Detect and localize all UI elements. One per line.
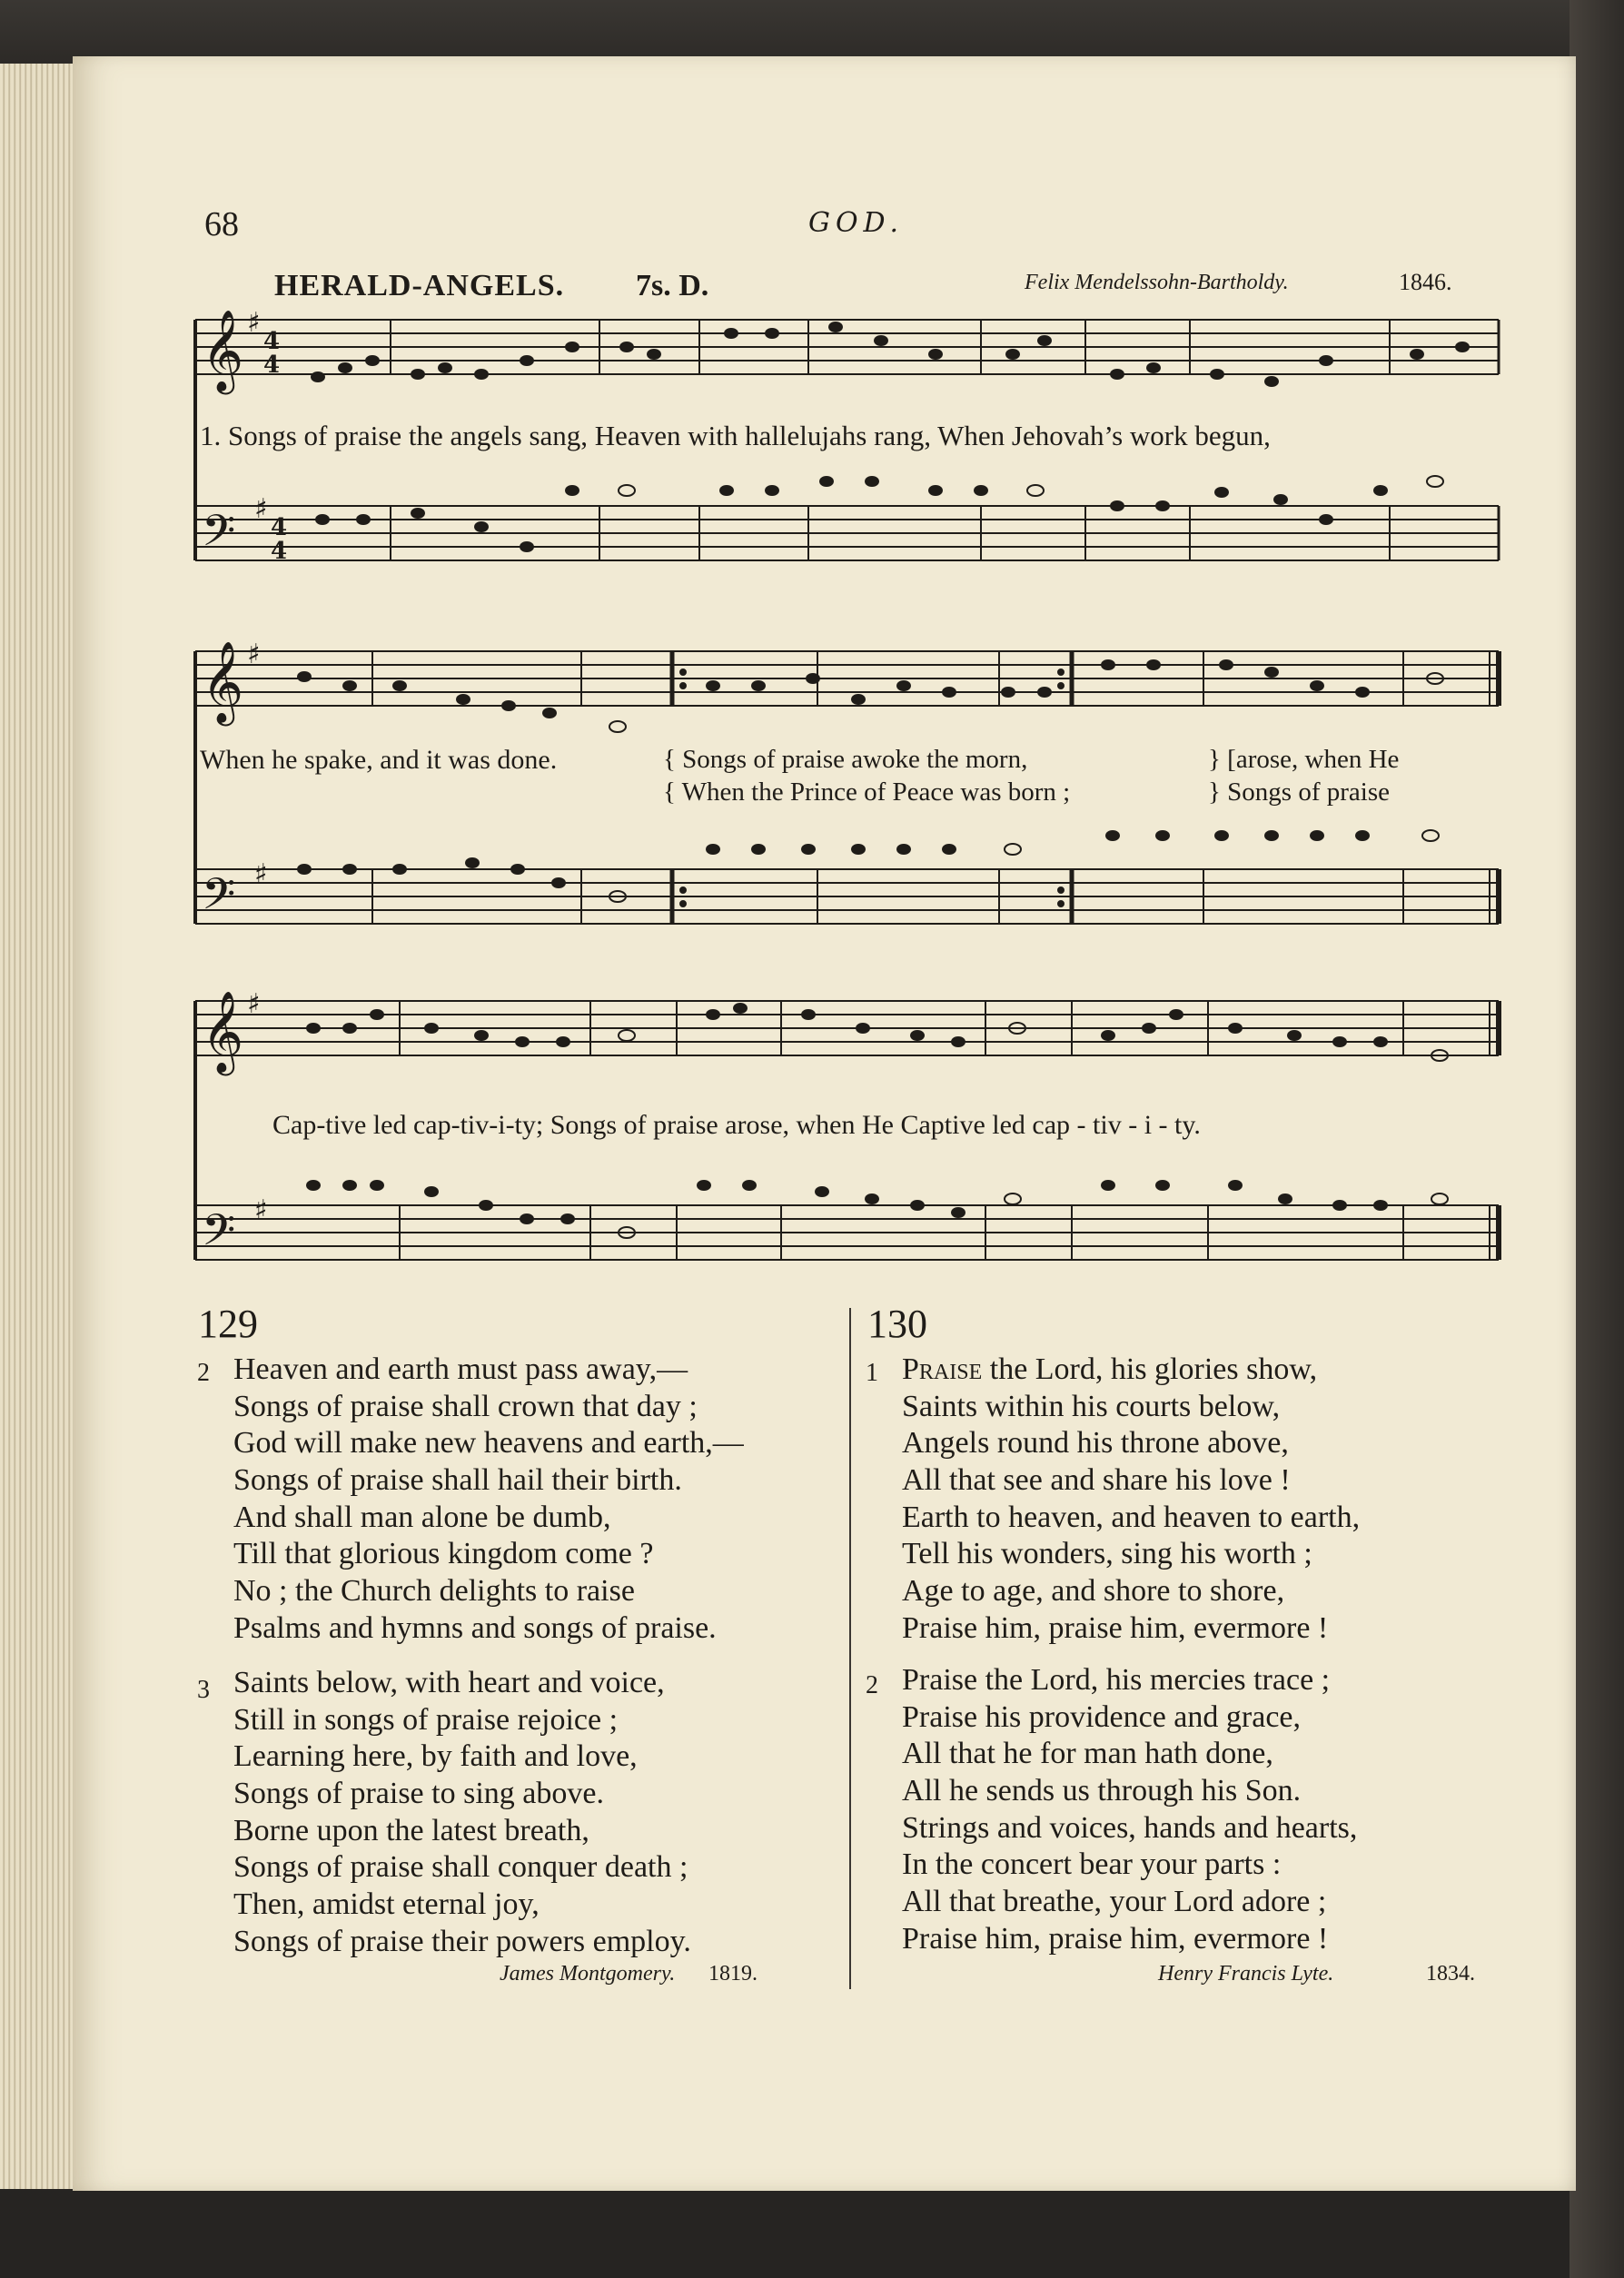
svg-text:4: 4: [263, 352, 281, 379]
verse-line: Songs of praise their powers employ.: [233, 1924, 691, 1958]
hymn-130-year: 1834.: [1426, 1962, 1475, 1986]
verse-line: And shall man alone be dumb,: [233, 1500, 611, 1534]
stanza-number: 1: [866, 1359, 878, 1387]
verse-line: Then, amidst eternal joy,: [233, 1887, 540, 1922]
column-divider: [849, 1308, 851, 1989]
verse-line: No ; the Church delights to raise: [233, 1574, 635, 1609]
hymn-130-stanza-1: [866, 1352, 1361, 1648]
score-lyrics-line2b2: { When the Prince of Peace was born ;: [663, 777, 1071, 807]
verse-line: Songs of praise to sing above.: [233, 1777, 604, 1811]
verse-line: Learning here, by faith and love,: [233, 1739, 638, 1774]
svg-text:♯: ♯: [247, 639, 261, 670]
staff-system2-bass: [195, 869, 1499, 924]
stanza-number: 2: [866, 1671, 878, 1699]
svg-text:♯: ♯: [254, 858, 268, 890]
verse-line: Earth to heaven, and heaven to earth,: [902, 1500, 1361, 1534]
verse-line: All that breathe, your Lord adore ;: [902, 1885, 1327, 1919]
tune-name: HERALD-ANGELS.: [274, 269, 565, 302]
svg-text:4: 4: [271, 514, 288, 541]
score-lyrics-line2b1: { Songs of praise awoke the morn,: [663, 745, 1028, 774]
verse-line: Till that glorious kingdom come ?: [233, 1537, 654, 1571]
svg-text:𝄢: 𝄢: [202, 1204, 236, 1266]
hymn-130-stanza-2: [866, 1662, 1358, 1958]
score-lyrics-line3: Cap-tive led cap-tiv-i-ty; Songs of praise arose, when He Captive led cap - tiv - i - ty.: [272, 1110, 1201, 1140]
verse-line: Heaven and earth must pass away,—: [233, 1352, 688, 1386]
bass-clef: 𝄢: [202, 505, 236, 567]
running-head: GOD.: [808, 207, 905, 239]
verse-line: In the concert bear your parts :: [902, 1847, 1282, 1882]
verse-line: All he sends us through his Son.: [902, 1774, 1302, 1808]
verse-line: Age to age, and shore to shore,: [902, 1574, 1285, 1609]
verse-line: All that see and share his love !: [902, 1463, 1291, 1498]
verse-line: Saints below, with heart and voice,: [233, 1666, 665, 1699]
verse-line: Angels round his throne above,: [902, 1426, 1289, 1461]
verse-line: Songs of praise shall conquer death ;: [233, 1850, 688, 1885]
svg-text:𝄞: 𝄞: [202, 991, 244, 1073]
score-lyrics-line2c1: } [arose, when He: [1208, 745, 1400, 774]
verse-line-rest: the Lord, his glories show,: [982, 1352, 1318, 1386]
tune-meter: 7s. D.: [636, 269, 709, 302]
svg-text:𝄢: 𝄢: [202, 868, 236, 930]
hymn-129-stanza-3: [197, 1665, 691, 1961]
verse-line: Praise him, praise him, evermore !: [902, 1610, 1329, 1645]
score-lyrics-line2a: When he spake, and it was done.: [200, 745, 558, 775]
verse-line: Strings and voices, hands and hearts,: [902, 1810, 1358, 1845]
score-lyrics-line2c2: } Songs of praise: [1208, 777, 1390, 807]
treble-clef: 𝄞: [202, 310, 244, 391]
verse-line: God will make new heavens and earth,—: [233, 1426, 744, 1461]
verse-line: Praise him, praise him, evermore !: [902, 1921, 1329, 1956]
verse-line: Songs of praise shall hail their birth.: [233, 1463, 682, 1498]
verse-line: Psalms and hymns and songs of praise.: [233, 1610, 717, 1645]
verse-line: All that he for man hath done,: [902, 1737, 1273, 1771]
hymn-129-author: James Montgomery.: [500, 1962, 676, 1986]
verse-line: Still in songs of praise rejoice ;: [233, 1702, 619, 1737]
svg-text:𝄞: 𝄞: [202, 641, 244, 723]
verse-line: Praise the Lord, his mercies trace ;: [902, 1663, 1331, 1697]
hymn-129-stanza-2: [197, 1352, 744, 1648]
composer-name: Felix Mendelssohn-Bartholdy.: [1025, 271, 1289, 294]
verse-line: Praise his providence and grace,: [902, 1699, 1301, 1734]
svg-text:♯: ♯: [254, 1194, 268, 1226]
verse-line: Songs of praise shall crown that day ;: [233, 1389, 698, 1423]
stanza-number: 2: [197, 1359, 210, 1387]
hymn-130-number: 130: [867, 1302, 927, 1346]
page-number: 68: [204, 205, 239, 243]
hymn-129-number: 129: [198, 1302, 258, 1346]
score-lyrics-line1: 1. Songs of praise the angels sang, Heaven with hallelujahs rang, When Jehovah’s work begun,: [200, 420, 1271, 451]
svg-text:♯: ♯: [247, 307, 261, 339]
hymn-129-year: 1819.: [708, 1962, 758, 1986]
stanza-number: 3: [197, 1676, 210, 1704]
svg-text:4: 4: [263, 328, 281, 355]
verse-line: Borne upon the latest breath,: [233, 1813, 589, 1847]
verse-line: Saints within his courts below,: [902, 1389, 1281, 1423]
staff-system3-bass: [195, 1205, 1499, 1260]
initial-word: Praise: [902, 1352, 983, 1386]
staff-system2-treble: [195, 651, 1499, 706]
svg-text:4: 4: [271, 538, 288, 565]
verse-line: Tell his wonders, sing his worth ;: [902, 1537, 1312, 1571]
hymn-130-author: Henry Francis Lyte.: [1158, 1962, 1334, 1986]
composer-year: 1846.: [1399, 269, 1452, 295]
svg-text:♯: ♯: [247, 988, 261, 1020]
verse-line: [902, 1352, 1360, 1389]
staff-system3-treble: [195, 1001, 1499, 1055]
svg-text:♯: ♯: [254, 493, 268, 525]
